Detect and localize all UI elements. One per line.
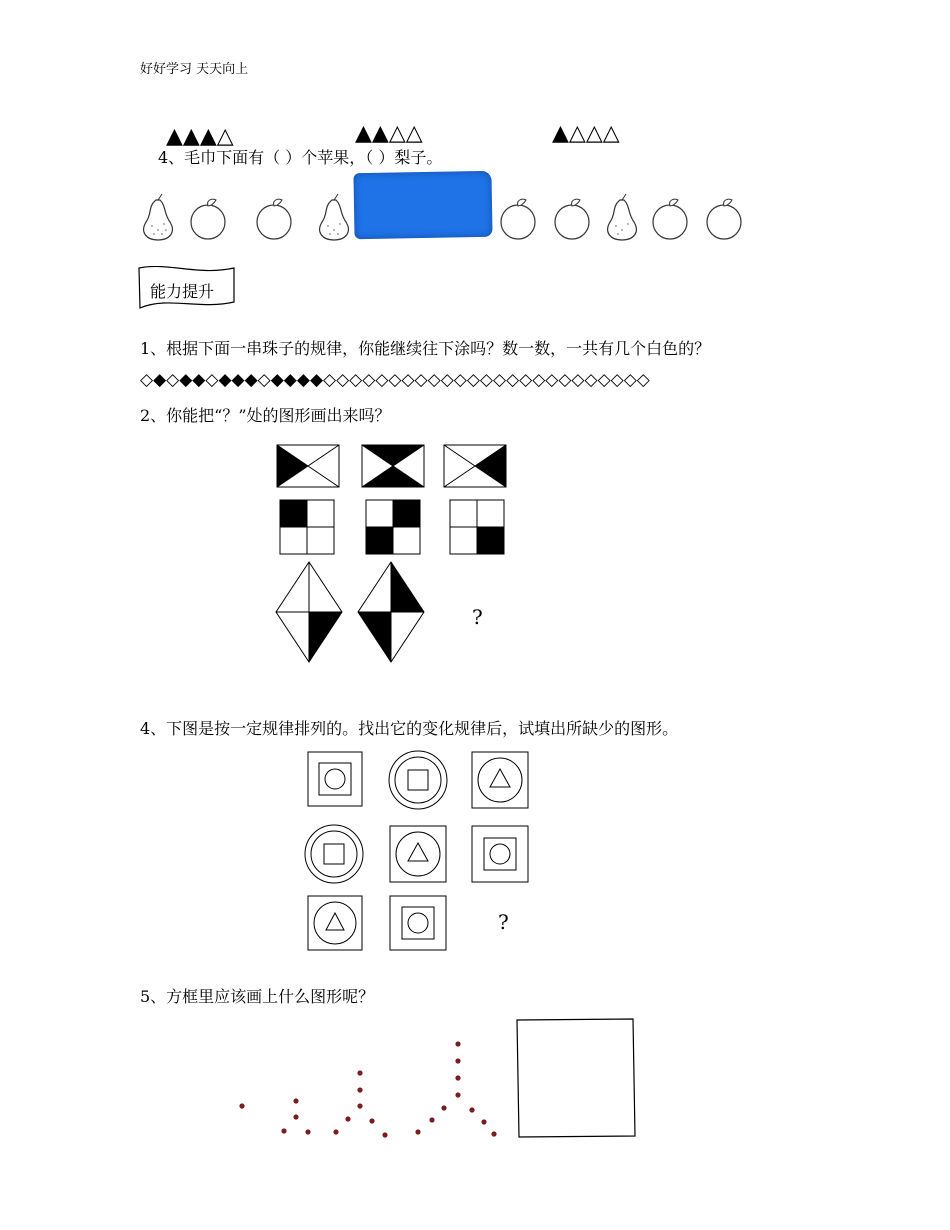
question-2-text: 2、你能把“？”处的图形画出来吗？ [140,406,391,425]
page-header: 好好学习 天天向上 [140,62,249,77]
apple-icon [555,199,589,239]
square-square-circle [390,896,446,950]
question-1-text: 1、根据下面一串珠子的规律，你能继续往下涂吗？数一数，一共有几个白色的？ [140,339,711,358]
question-5-figure [230,1015,650,1145]
apple-icon [707,199,741,239]
question-2-figures [272,440,522,670]
diamond-middle [358,562,424,662]
x-rect-left [277,445,339,487]
pear-icon [320,194,349,240]
square-square-circle [308,752,362,806]
square-circle-triangle [308,896,362,950]
dot-pattern [239,1041,496,1137]
triangle-row-2: ▲▲△△ [355,121,423,146]
triangle-row-1: ▲▲▲△ [166,124,234,149]
x-rect-middle [362,445,424,487]
question-4b-mark: ? [498,910,509,934]
diamond-left [276,562,342,662]
bead-string: ◇◆◇◆◆◇◆◆◆◇◆◆◆◆◇◇◇◇◇◇◇◇◇◇◇◇◇◇◇◇◇◇◇◇◇◇◇◇◇ [140,370,650,390]
apple-icon [257,199,291,239]
question-4a-text: 4、毛巾下面有（ ）个苹果，（ ）梨子。 [158,148,443,167]
towel-image [353,171,492,239]
question-4b-text: 4、下图是按一定规律排列的。找出它的变化规律后，试填出所缺少的图形。 [140,719,679,738]
circle-circle-square [389,751,447,809]
apple-icon [501,199,535,239]
banner-label: 能力提升 [150,282,215,301]
answer-box[interactable] [517,1019,635,1137]
x-rect-right [444,445,506,487]
circle-circle-square [305,825,363,883]
quad-square-left [280,500,334,554]
triangle-row-3: ▲△△△ [552,121,620,146]
square-circle-triangle [472,752,528,808]
quad-square-right [450,500,504,554]
square-circle-triangle [390,826,446,882]
pear-icon [608,194,637,240]
question-2-mark: ? [472,605,483,629]
quad-square-middle [366,500,420,554]
ability-banner [138,266,238,318]
pear-icon [144,194,173,240]
apple-icon [191,199,225,239]
question-5-text: 5、方框里应该画上什么图形呢？ [140,987,375,1006]
apple-icon [653,199,687,239]
square-square-circle [472,826,528,882]
